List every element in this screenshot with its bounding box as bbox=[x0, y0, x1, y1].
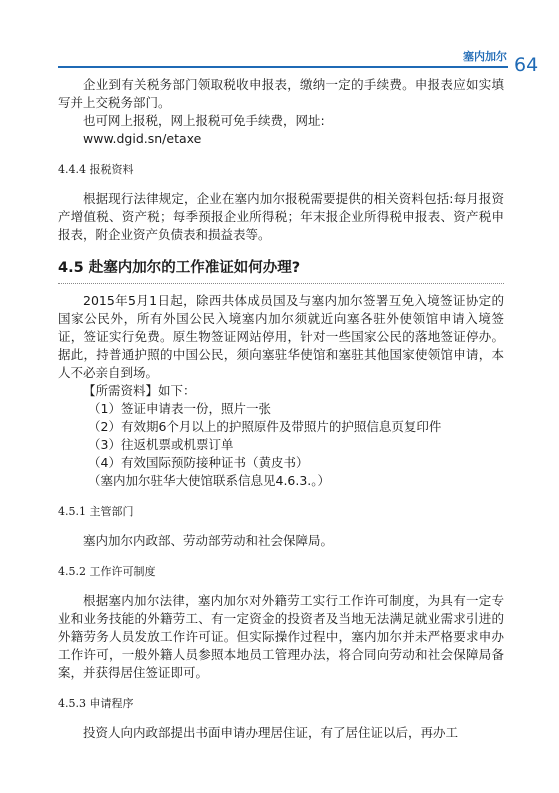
section-4-5-body: 2015年5月1日起，除西共体成员国及与塞内加尔签署互免入境签证协定的国家公民外，所有外国公民入境塞内加尔须就近向塞各驻外使领馆申请入境签证，签证实行免费。原生物签证网站停用，针对一些国家公民的落地签证停办。据此，持普通护照的中国公民，须向塞驻华使馆和塞驻其他国家使领馆申请，本人不必亲自到场。 bbox=[58, 293, 504, 380]
required-docs-list bbox=[58, 400, 504, 490]
list-item: （3）往返机票或机票订单 bbox=[88, 437, 234, 452]
section-4-5-1-title: 4.5.1 主管部门 bbox=[58, 505, 134, 518]
section-4-4-4-body: 根据现行法律规定，企业在塞内加尔报税需要提供的相关资料包括:每月报资产增值税、资产税；每季预报企业所得税；年末报企业所得税申报表、资产税申报表，附企业资产负债表和损益表等。 bbox=[58, 191, 504, 242]
list-item: （2）有效期6个月以上的护照原件及带照片的护照信息页复印件 bbox=[88, 419, 442, 434]
section-4-5-1-body: 塞内加尔内政部、劳动部劳动和社会保障局。 bbox=[83, 533, 334, 548]
section-4-5-3-body: 投资人向内政部提出书面申请办理居住证，有了居住证以后，再办工 bbox=[83, 725, 459, 740]
section-4-4-4-title: 4.4.4 报税资料 bbox=[58, 163, 134, 176]
page-number: 64 bbox=[514, 54, 539, 76]
page-body bbox=[58, 76, 504, 742]
section-4-5-2-title: 4.5.2 工作许可制度 bbox=[58, 565, 156, 578]
required-docs-label: 【所需资料】如下： bbox=[83, 383, 196, 398]
list-item: （4）有效国际预防接种证书（黄皮书） bbox=[88, 455, 309, 470]
section-4-5-title: 4.5 赴塞内加尔的工作准证如何办理? bbox=[58, 258, 504, 284]
intro-online-filing: 也可网上报税，网上报税可免手续费，网址: bbox=[83, 113, 325, 128]
running-header-label: 塞内加尔 bbox=[463, 50, 507, 63]
list-item: （塞内加尔驻华大使馆联系信息见4.6.3.。） bbox=[88, 473, 331, 488]
section-4-5-3-title: 4.5.3 申请程序 bbox=[58, 697, 134, 710]
section-4-5-2-body: 根据塞内加尔法律，塞内加尔对外籍劳工实行工作许可制度，为具有一定专业和业务技能的外籍劳工、有一定资金的投资者及当地无法满足就业需求引进的外籍劳务人员发放工作许可证。但实际操作过程中，塞内加尔并未严格要求申办工作许可，一般外籍人员参照本地员工管理办法，将合同向劳动和社会保障局备案，并获得居住签证即可。 bbox=[58, 593, 504, 680]
header-rule bbox=[58, 66, 508, 68]
list-item: （1）签证申请表一份，照片一张 bbox=[88, 401, 271, 416]
intro-paragraph: 企业到有关税务部门领取税收申报表，缴纳一定的手续费。申报表应如实填写并上交税务部门。 bbox=[58, 77, 504, 110]
tax-url[interactable]: www.dgid.sn/etaxe bbox=[83, 131, 202, 146]
